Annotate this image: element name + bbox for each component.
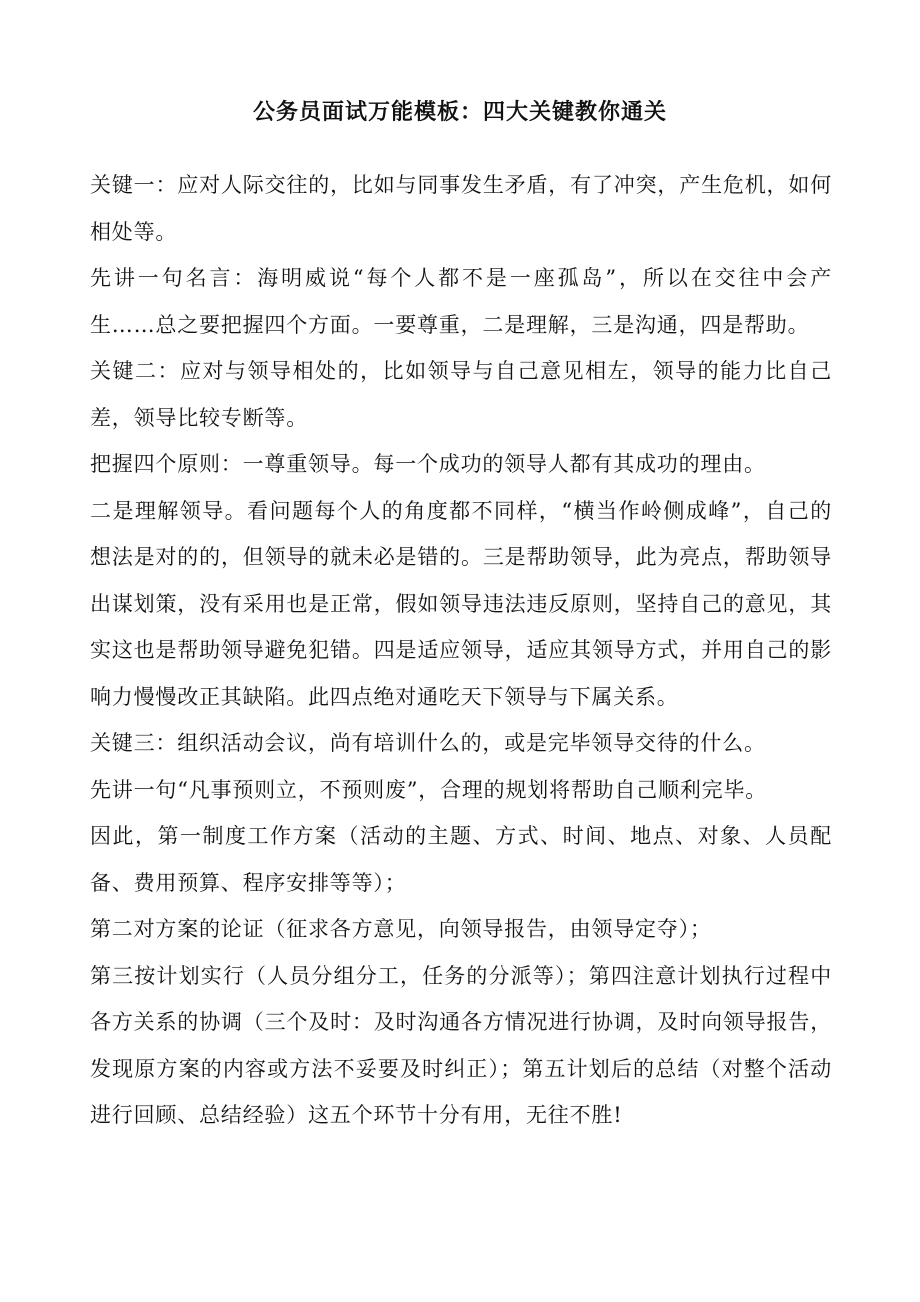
paragraph: 因此，第一制度工作方案（活动的主题、方式、时间、地点、对象、人员配备、费用预算、程序安排等等）； — [90, 824, 832, 895]
paragraph: 先讲一句名言：海明威说“每个人都不是一座孤岛”，所以在交往中会产生……总之要把握四个方面。一要尊重，二是理解，三是沟通，四是帮助。 — [90, 266, 832, 337]
paragraph: 关键二：应对与领导相处的，比如领导与自己意见相左，领导的能力比自己差，领导比较专断等。 — [90, 359, 832, 430]
paragraph: 第三按计划实行（人员分组分工，任务的分派等）；第四注意计划执行过程中各方关系的协调（三个及时：及时沟通各方情况进行协调，及时向领导报告，发现原方案的内容或方法不妥要及时纠正）；第五计划后的总结（对整个活动进行回顾、总结经验）这五个环节十分有用，无往不胜! — [90, 963, 832, 1127]
document-title: 公务员面试万能模板：四大关键教你通关 — [252, 99, 667, 125]
paragraph: 先讲一句“凡事预则立，不预则废”，合理的规划将帮助自己顺利完毕。 — [90, 777, 768, 802]
document-body — [90, 162, 832, 1139]
paragraph: 把握四个原则：一尊重领导。每一个成功的领导人都有其成功的理由。 — [90, 452, 766, 476]
paragraph: 关键三：组织活动会议，尚有培训什么的，或是完毕领导交待的什么。 — [90, 731, 766, 755]
paragraph: 二是理解领导。看问题每个人的角度都不同样，“横当作岭侧成峰”，自己的想法是对的的，但领导的就未必是错的。三是帮助领导，此为亮点，帮助领导出谋划策，没有采用也是正常，假如领导违法违反原则，坚持自己的意见，其实这也是帮助领导避免犯错。四是适应领导，适应其领导方式，并用自己的影响力慢慢改正其缺陷。此四点绝对通吃天下领导与下属关系。 — [90, 498, 832, 709]
paragraph: 第二对方案的论证（征求各方意见，向领导报告，由领导定夺）； — [90, 917, 712, 941]
paragraph: 关键一：应对人际交往的，比如与同事发生矛盾，有了冲突，产生危机，如何相处等。 — [90, 173, 832, 244]
